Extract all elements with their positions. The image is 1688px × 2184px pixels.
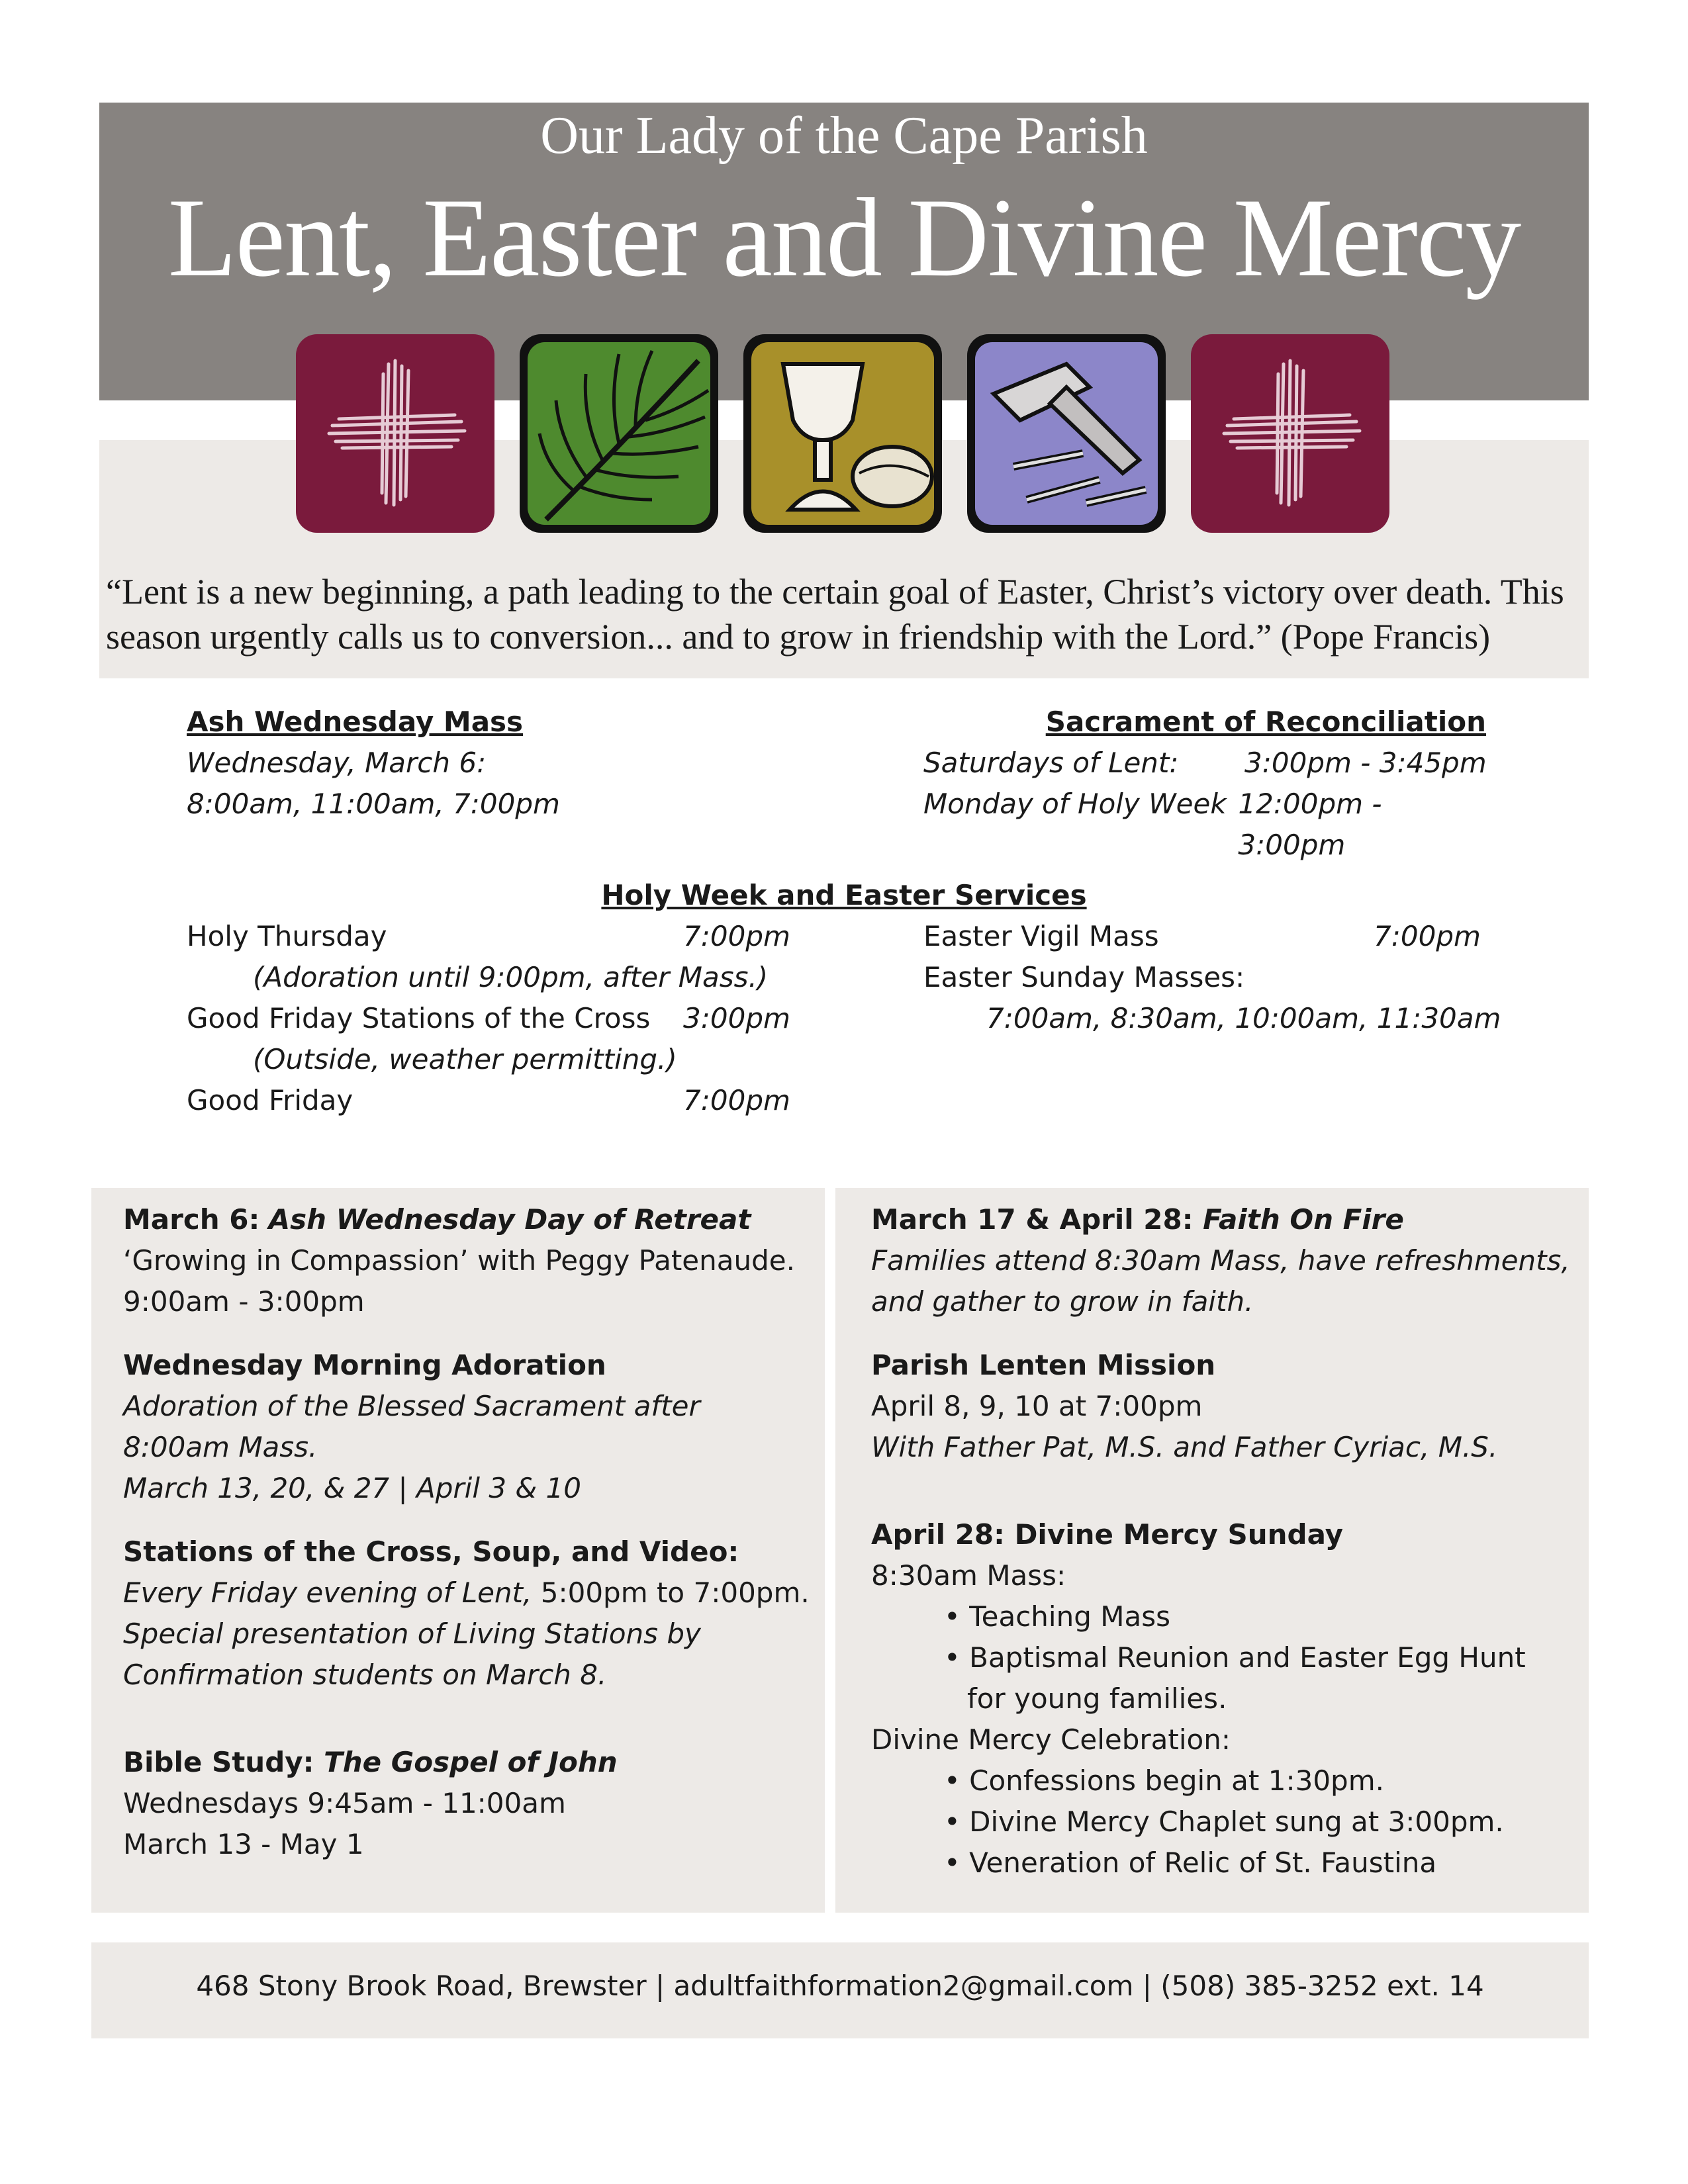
ash-wednesday-times: 8:00am, 11:00am, 7:00pm — [187, 788, 560, 820]
reconciliation-label: Monday of Holy Week — [923, 788, 1227, 820]
ash-cross-icon — [1191, 334, 1389, 533]
easter-vigil-label: Easter Vigil Mass — [923, 920, 1159, 952]
mission-dates: April 8, 9, 10 at 7:00pm — [871, 1390, 1203, 1422]
divine-mercy-mass-label: 8:30am Mass: — [871, 1559, 1066, 1592]
holy-thursday-note: (Adoration until 9:00pm, after Mass.) — [253, 961, 769, 993]
retreat-line: ‘Growing in Compassion’ with Peggy Patenaude. — [123, 1244, 795, 1277]
list-item: • Confessions begin at 1:30pm. — [944, 1764, 1384, 1797]
reconciliation-row — [923, 743, 1493, 784]
adoration-title: Wednesday Morning Adoration — [123, 1349, 606, 1381]
mission-title: Parish Lenten Mission — [871, 1349, 1216, 1381]
bible-study-book: The Gospel of John — [324, 1746, 618, 1778]
holy-week-right — [923, 916, 1519, 1039]
retreat-time: 9:00am - 3:00pm — [123, 1285, 365, 1318]
good-friday-time: 7:00pm — [683, 1084, 790, 1116]
chalice-bread-icon — [743, 334, 942, 533]
reconciliation-heading: Sacrament of Reconciliation — [1045, 705, 1486, 738]
easter-sunday-label: Easter Sunday Masses: — [923, 961, 1245, 993]
ash-wednesday-date: Wednesday, March 6: — [187, 747, 487, 779]
ash-wednesday-section — [187, 702, 782, 825]
stations-label: Good Friday Stations of the Cross — [187, 1002, 651, 1034]
stations-soup-time: 5:00pm to 7:00pm. — [532, 1576, 810, 1609]
mission-speakers: With Father Pat, M.S. and Father Cyriac, M.S. — [871, 1431, 1498, 1463]
pope-francis-quote: “Lent is a new beginning, a path leading to the certain goal of Easter, Christ’s victory over death. This season urgently calls us to conversion... and to grow in friendship with the Lord.” (Pope Francis) — [106, 572, 1564, 657]
right-events — [871, 1199, 1579, 1884]
holy-thursday-row — [187, 916, 802, 957]
faith-on-fire-line: and gather to grow in faith. — [871, 1285, 1254, 1318]
stations-soup-when: Every Friday evening of Lent, — [123, 1576, 532, 1609]
list-item: • Baptismal Reunion and Easter Egg Hunt — [944, 1641, 1526, 1674]
reconciliation-time: 3:00pm - 3:45pm — [1244, 747, 1487, 779]
holy-week-heading: Holy Week and Easter Services — [601, 879, 1087, 911]
ash-wednesday-heading: Ash Wednesday Mass — [187, 705, 524, 738]
stations-soup-title: Stations of the Cross, Soup, and Video: — [123, 1535, 739, 1568]
good-friday-row — [187, 1080, 802, 1121]
adoration-line: 8:00am Mass. — [123, 1431, 318, 1463]
retreat-title: Ash Wednesday Day of Retreat — [268, 1203, 751, 1236]
parish-name: Our Lady of the Cape Parish — [540, 107, 1148, 165]
holy-thursday-label: Holy Thursday — [187, 920, 387, 952]
reconciliation-section — [923, 702, 1493, 866]
holy-week-left — [187, 916, 802, 1121]
stations-row — [187, 998, 802, 1039]
stations-note: (Outside, weather permitting.) — [253, 1043, 677, 1075]
ash-cross-icon — [296, 334, 494, 533]
palm-branch-icon — [520, 334, 718, 533]
easter-vigil-time: 7:00pm — [1374, 920, 1481, 952]
stations-soup-line: Special presentation of Living Stations by — [123, 1617, 701, 1650]
reconciliation-time: 12:00pm - 3:00pm — [1238, 788, 1382, 861]
faith-on-fire-date: March 17 & April 28: — [871, 1203, 1203, 1236]
good-friday-label: Good Friday — [187, 1084, 353, 1116]
easter-sunday-times: 7:00am, 8:30am, 10:00am, 11:30am — [986, 1002, 1501, 1034]
stations-soup-line: Confirmation students on March 8. — [123, 1659, 607, 1691]
adoration-line: Adoration of the Blessed Sacrament after — [123, 1390, 700, 1422]
bible-study-title: Bible Study: — [123, 1746, 324, 1778]
retreat-date: March 6: — [123, 1203, 260, 1236]
retreat-title-line — [123, 1199, 818, 1240]
footer-contact: 468 Stony Brook Road, Brewster | adultfaithformation2@gmail.com | (508) 385-3252 ext. 14 — [196, 1970, 1484, 2002]
reconciliation-row — [923, 784, 1493, 866]
list-item: • Veneration of Relic of St. Faustina — [944, 1846, 1437, 1879]
faith-on-fire-title: Faith On Fire — [1203, 1203, 1404, 1236]
list-item: • Divine Mercy Chaplet sung at 3:00pm. — [944, 1805, 1504, 1838]
page-title: Lent, Easter and Divine Mercy — [167, 175, 1521, 300]
hammer-nails-icon — [967, 334, 1166, 533]
bible-study-title-line — [123, 1742, 818, 1783]
faith-on-fire-line: Families attend 8:30am Mass, have refreshments, — [871, 1244, 1570, 1277]
left-events — [123, 1199, 818, 1865]
list-item: for young families. — [967, 1682, 1227, 1715]
bible-study-dates: March 13 - May 1 — [123, 1828, 364, 1860]
stations-time: 3:00pm — [683, 1002, 790, 1034]
divine-mercy-title: April 28: Divine Mercy Sunday — [871, 1518, 1344, 1551]
stations-soup-line — [123, 1572, 818, 1614]
reconciliation-label: Saturdays of Lent: — [923, 747, 1179, 779]
bible-study-time: Wednesdays 9:45am - 11:00am — [123, 1787, 566, 1819]
faith-on-fire-title-line — [871, 1199, 1579, 1240]
list-item: • Teaching Mass — [944, 1600, 1170, 1633]
divine-mercy-celebration-label: Divine Mercy Celebration: — [871, 1723, 1231, 1756]
adoration-dates: March 13, 20, & 27 | April 3 & 10 — [123, 1472, 581, 1504]
holy-thursday-time: 7:00pm — [683, 920, 790, 952]
easter-vigil-row — [923, 916, 1519, 957]
